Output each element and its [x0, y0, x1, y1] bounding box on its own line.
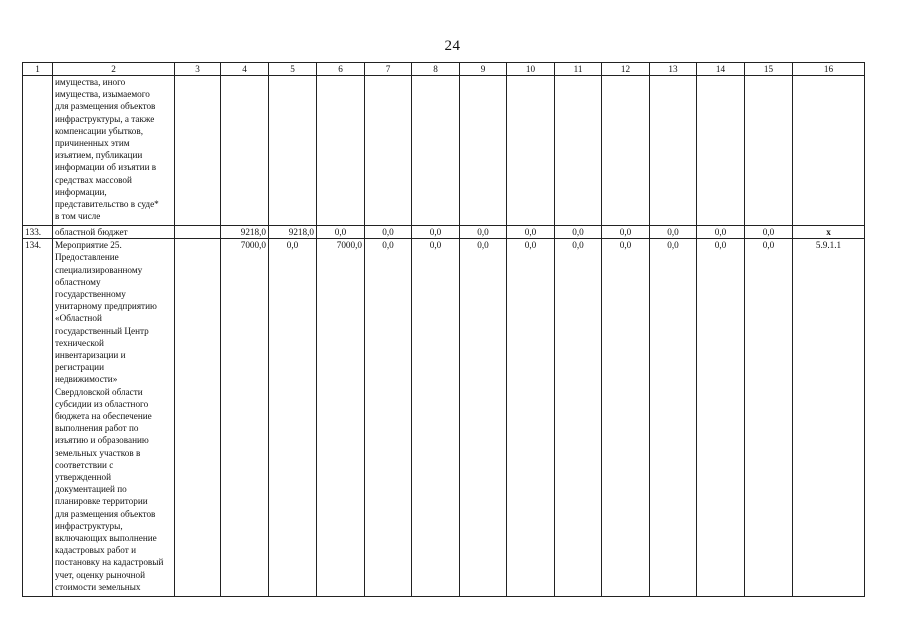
budget-table — [22, 62, 865, 597]
column-header: 16 — [793, 63, 865, 76]
description-line: специализированному — [55, 264, 143, 275]
description-line: недвижимости» — [55, 374, 118, 385]
value-cell — [175, 226, 221, 239]
description-line: информации об изъятии в — [55, 162, 157, 173]
description-line: учет, оценку рыночной — [55, 569, 146, 580]
empty-cell — [269, 76, 317, 226]
column-header: 1 — [23, 63, 53, 76]
column-header: 4 — [221, 63, 269, 76]
value-cell: 0,0 — [412, 226, 460, 239]
description-line: регистрации — [55, 362, 104, 373]
description-line: средствах массовой — [55, 174, 132, 185]
description-line: документацией по — [55, 484, 127, 495]
description-line: представительство в суде* — [55, 199, 159, 210]
description-line: имущества, иного — [55, 77, 126, 87]
column-header: 12 — [602, 63, 650, 76]
value-cell: 0,0 — [365, 239, 412, 597]
value-cell: 0,0 — [745, 226, 793, 239]
description-line: бюджета на обеспечение — [55, 411, 152, 422]
column-header: 10 — [507, 63, 555, 76]
value-cell: 0,0 — [507, 239, 555, 597]
description-line: компенсации убытков, — [55, 125, 144, 136]
value-cell: 0,0 — [650, 239, 697, 597]
description-line: инвентаризации и — [55, 350, 126, 361]
column-header: 8 — [412, 63, 460, 76]
value-cell: 9218,0 — [269, 226, 317, 239]
value-cell: 0,0 — [317, 226, 365, 239]
description-line: государственному — [55, 289, 126, 300]
empty-cell — [650, 76, 697, 226]
table-row-continuation — [23, 76, 865, 226]
description-line: земельных участков в — [55, 447, 141, 458]
value-cell — [175, 239, 221, 597]
empty-cell — [221, 76, 269, 226]
empty-cell — [697, 76, 745, 226]
column-header: 6 — [317, 63, 365, 76]
description-line: государственный Центр — [55, 325, 149, 336]
row-description-cell — [53, 239, 175, 597]
value-cell: 0,0 — [555, 239, 602, 597]
description-line: утвержденной — [55, 472, 112, 483]
description-line: постановку на кадастровый — [55, 557, 164, 568]
description-line: информации, — [55, 186, 107, 197]
value-cell: 0,0 — [460, 239, 507, 597]
description-line: кадастровых работ и — [55, 545, 136, 556]
empty-cell — [460, 76, 507, 226]
description-line: Мероприятие 25. — [55, 240, 122, 251]
value-cell: 5.9.1.1 — [793, 239, 865, 597]
column-header: 7 — [365, 63, 412, 76]
row-number-cell: 134. — [23, 239, 53, 597]
value-cell: x — [793, 226, 865, 239]
description-line: для размещения объектов — [55, 101, 156, 112]
empty-cell — [507, 76, 555, 226]
value-cell: 0,0 — [269, 239, 317, 597]
value-cell: 0,0 — [697, 239, 745, 597]
description-line: Свердловской области — [55, 386, 143, 397]
row-number-cell: 133. — [23, 226, 53, 239]
column-header: 3 — [175, 63, 221, 76]
table-row-134 — [23, 239, 865, 597]
description-line: Предоставление — [55, 252, 119, 263]
column-header: 11 — [555, 63, 602, 76]
value-cell: 0,0 — [602, 239, 650, 597]
empty-cell — [555, 76, 602, 226]
value-cell: 7000,0 — [221, 239, 269, 597]
column-header: 15 — [745, 63, 793, 76]
description-line: планировке территории — [55, 496, 148, 507]
row-description-cell — [53, 76, 175, 226]
column-header: 14 — [697, 63, 745, 76]
description-line: соответствии с — [55, 459, 114, 470]
value-cell: 0,0 — [412, 239, 460, 597]
column-header: 13 — [650, 63, 697, 76]
description-line: «Областной — [55, 313, 102, 324]
table-row-133 — [23, 226, 865, 239]
description-line: субсидии из областного — [55, 398, 149, 409]
value-cell: 9218,0 — [221, 226, 269, 239]
value-cell: 0,0 — [365, 226, 412, 239]
description-line: технической — [55, 337, 104, 348]
value-cell: 0,0 — [745, 239, 793, 597]
column-header: 9 — [460, 63, 507, 76]
value-cell: 0,0 — [602, 226, 650, 239]
column-header: 5 — [269, 63, 317, 76]
value-cell: 0,0 — [460, 226, 507, 239]
empty-cell — [793, 76, 865, 226]
empty-cell — [745, 76, 793, 226]
description-line: стоимости земельных — [55, 581, 141, 592]
value-cell: 0,0 — [555, 226, 602, 239]
header-row — [23, 63, 865, 76]
description-line: областному — [55, 276, 101, 287]
empty-cell — [365, 76, 412, 226]
description-line: для размещения объектов — [55, 508, 156, 519]
empty-cell — [602, 76, 650, 226]
value-cell: 7000,0 — [317, 239, 365, 597]
empty-cell — [412, 76, 460, 226]
column-header: 2 — [53, 63, 175, 76]
value-cell: 0,0 — [697, 226, 745, 239]
row-description-cell: областной бюджет — [53, 226, 175, 239]
description-line: изъятию и образованию — [55, 435, 149, 446]
description-line: выполнения работ по — [55, 423, 139, 434]
description-line: в том числе — [55, 211, 101, 222]
description-line: изъятием, публикации — [55, 150, 143, 161]
page-number: 24 — [444, 38, 461, 54]
description-line: инфраструктуры, а также — [55, 113, 155, 124]
empty-cell — [317, 76, 365, 226]
description-line: унитарному предприятию — [55, 301, 157, 312]
description-line: имущества, изымаемого — [55, 89, 150, 100]
description-line: инфраструктуры, — [55, 520, 123, 531]
description-line: причиненных этим — [55, 138, 130, 149]
description-line: включающих выполнение — [55, 533, 157, 544]
value-cell: 0,0 — [507, 226, 555, 239]
row-number-cell — [23, 76, 53, 226]
empty-cell — [175, 76, 221, 226]
value-cell: 0,0 — [650, 226, 697, 239]
